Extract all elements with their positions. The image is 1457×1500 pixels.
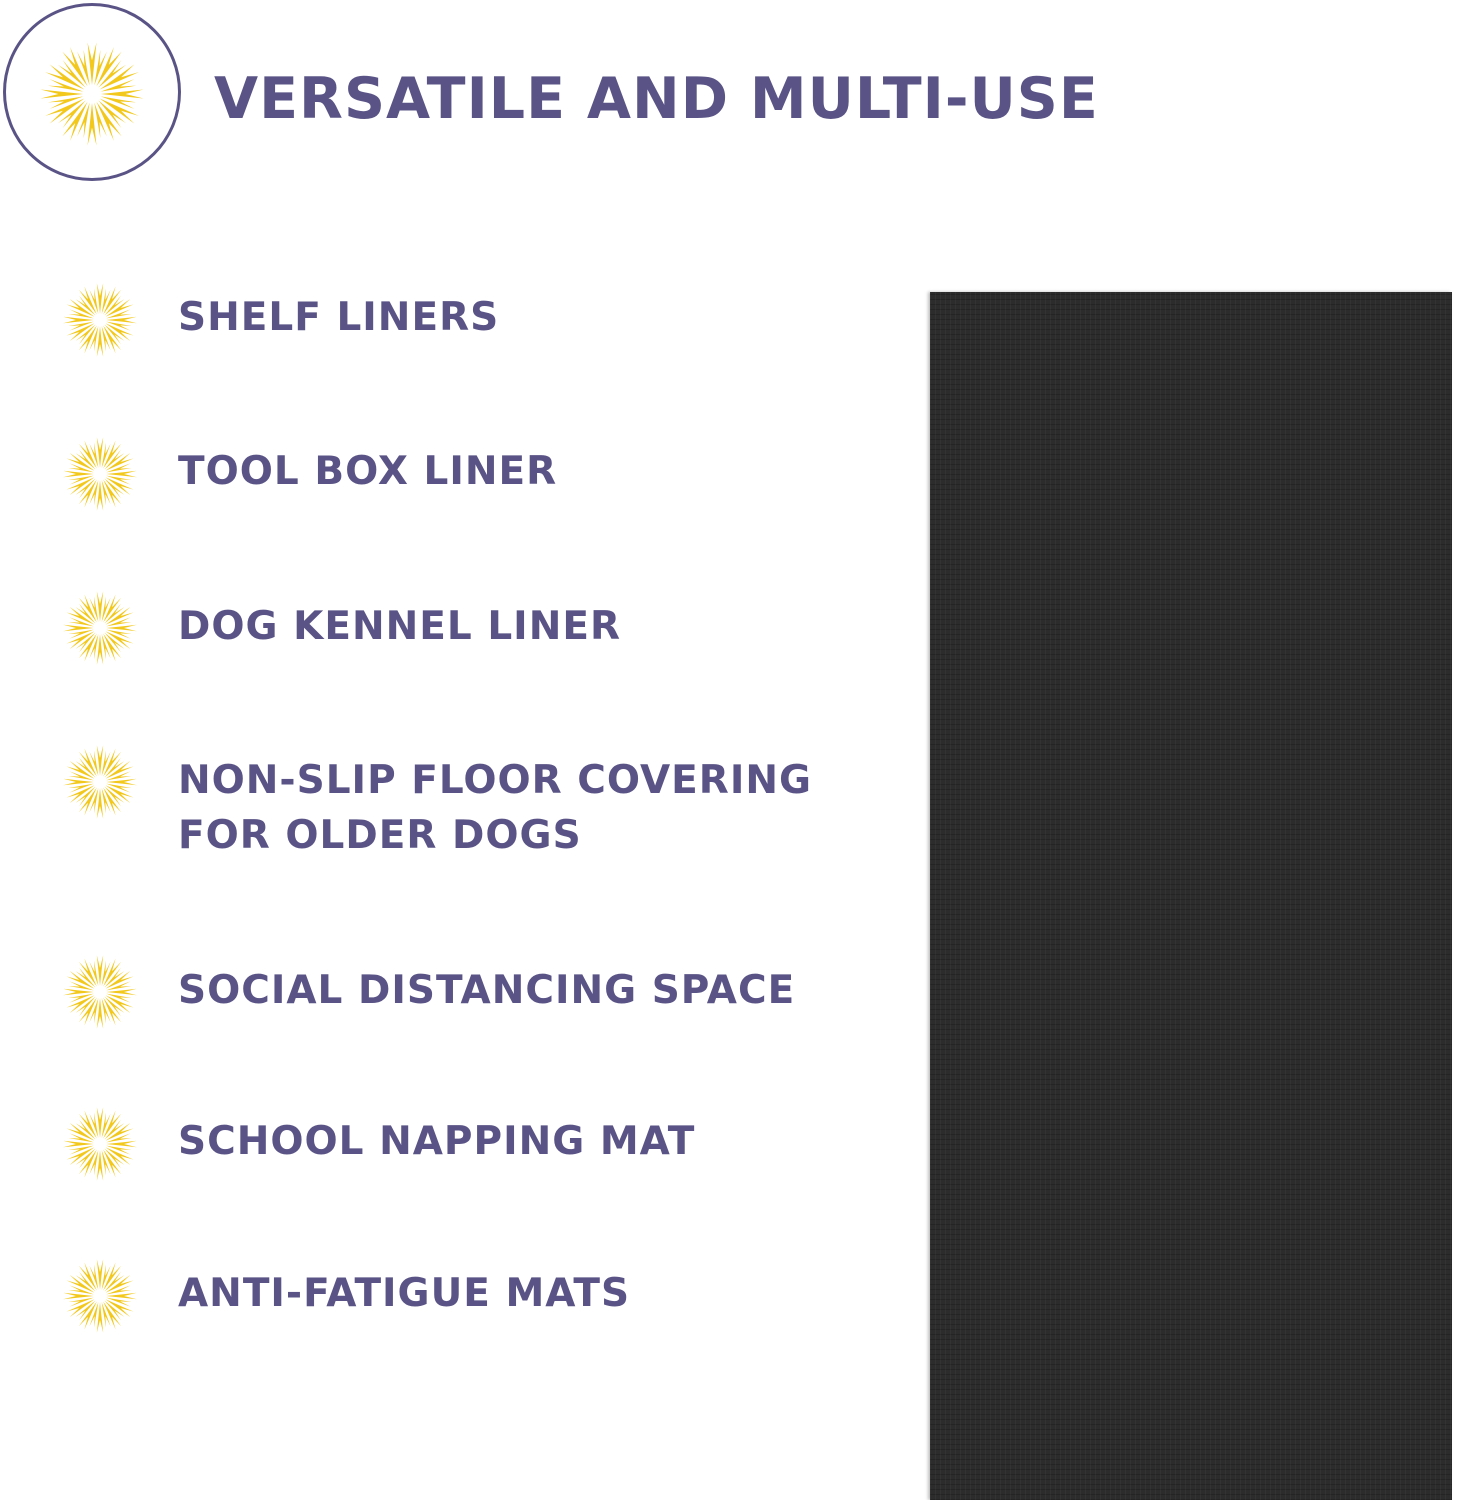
list-item-dog-kennel-liner: DOG KENNEL LINER (178, 604, 622, 649)
list-item-social-distancing: SOCIAL DISTANCING SPACE (178, 968, 796, 1013)
product-mat-image (930, 292, 1452, 1500)
sunburst-icon (60, 280, 140, 360)
list-item-anti-fatigue-mats: ANTI-FATIGUE MATS (178, 1271, 631, 1316)
list-item-school-napping-mat: SCHOOL NAPPING MAT (178, 1119, 696, 1164)
sunburst-icon (60, 1256, 140, 1336)
list-item-floor-covering-line2: FOR OLDER DOGS (178, 813, 582, 858)
list-item-floor-covering-line1: NON-SLIP FLOOR COVERING (178, 758, 812, 803)
sunburst-icon (60, 434, 140, 514)
list-item-tool-box-liner: TOOL BOX LINER (178, 449, 558, 494)
list-item-shelf-liners: SHELF LINERS (178, 295, 500, 340)
sunburst-icon (60, 952, 140, 1032)
sunburst-icon (60, 742, 140, 822)
page-title: VERSATILE AND MULTI-USE (214, 66, 1099, 132)
sunburst-icon (60, 588, 140, 668)
sunburst-icon (36, 38, 148, 150)
sunburst-icon (60, 1104, 140, 1184)
logo-badge (3, 3, 181, 181)
